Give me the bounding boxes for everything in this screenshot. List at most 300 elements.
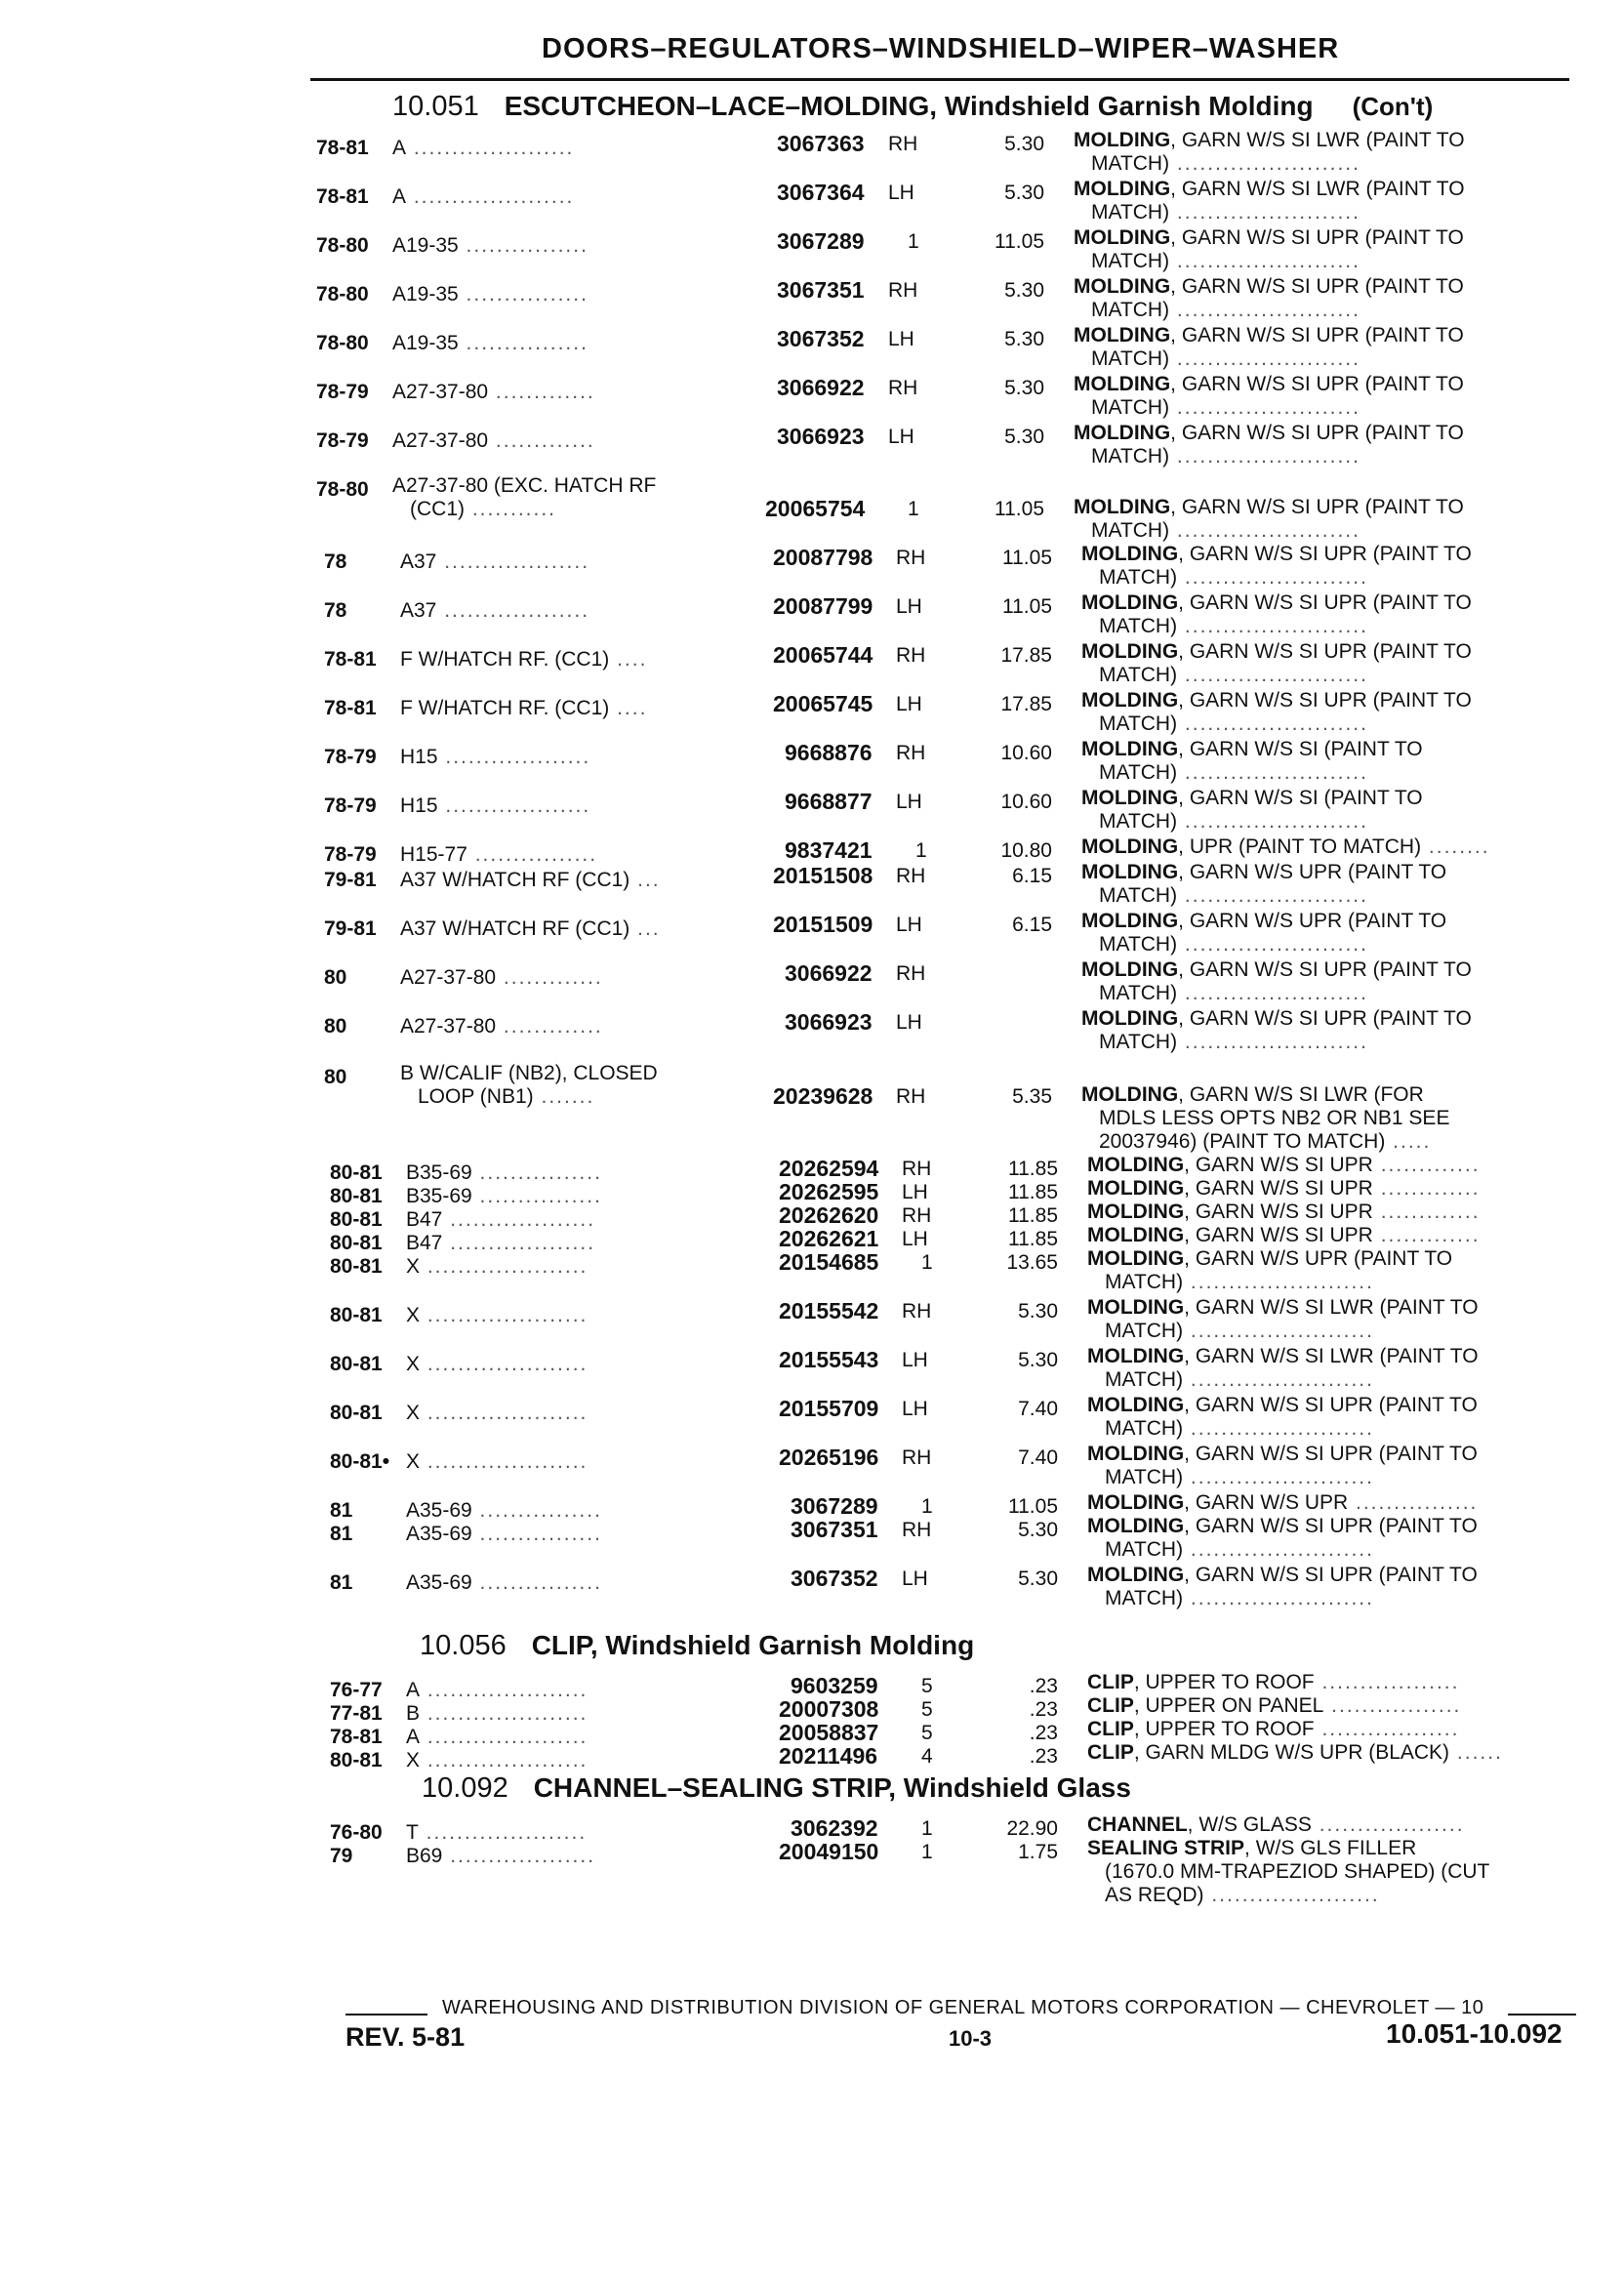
year-cell: 77-81: [330, 1702, 383, 1725]
model-text: A37: [400, 550, 437, 573]
description-cell: MOLDING, GARN W/S SI UPR (PAINT TO MATCH) ........................: [1081, 958, 1472, 1004]
quantity-cell: RH: [896, 742, 926, 764]
model-text: X: [406, 1353, 421, 1375]
description-cell: MOLDING, GARN W/S SI LWR (FOR MDLS LESS OPTS NB2 OR NB1 SEE 20037946) (PAINT TO MATCH) .....: [1081, 1083, 1450, 1153]
model-cell: A35-69 ................: [406, 1523, 602, 1545]
model-cell: [400, 1062, 658, 1109]
description-text: GARN W/S UPR: [1195, 1491, 1349, 1514]
part-name: MOLDING: [1074, 226, 1171, 249]
year-cell: 81: [330, 1499, 353, 1522]
part-number: 9603259: [791, 1673, 878, 1698]
description-text: GARN W/S SI LWR (FOR: [1189, 1083, 1424, 1106]
part-number: 20211496: [779, 1743, 878, 1769]
price-cell: .23: [1029, 1698, 1058, 1721]
part-number: 20262594: [779, 1156, 879, 1181]
year-cell: 80-81•: [330, 1450, 390, 1473]
quantity-cell: RH: [902, 1204, 932, 1227]
year-cell: 80: [324, 1015, 347, 1038]
part-number: 3067351: [777, 277, 865, 303]
description-text: GARN W/S SI UPR (PAINT TO: [1189, 958, 1472, 981]
footer-text: WAREHOUSING AND DISTRIBUTION DIVISION OF GENERAL MOTORS CORPORATION — CHEVROLET — 10: [442, 1997, 1484, 2018]
part-number: 20155543: [779, 1347, 879, 1372]
model-text: A19-35: [392, 283, 459, 305]
quantity-cell: 1: [921, 1495, 933, 1518]
quantity-cell: RH: [902, 1446, 932, 1469]
part-number: 3067363: [777, 131, 865, 156]
continued-label: (Con't): [1352, 92, 1434, 121]
description-text: GARN W/S SI UPR (PAINT TO: [1195, 1515, 1478, 1537]
model-cell: B47 ...................: [406, 1208, 596, 1231]
part-name: MOLDING: [1081, 861, 1179, 883]
quantity-cell: LH: [902, 1568, 928, 1590]
model-cell: A19-35 ................: [392, 283, 589, 305]
description-text-line2: MDLS LESS OPTS NB2 OR NB1 SEE: [1099, 1107, 1450, 1129]
model-text: A: [406, 1679, 421, 1701]
price-cell: 10.80: [1000, 839, 1052, 862]
quantity-cell: 1: [908, 498, 919, 520]
year-cell: 78-81: [330, 1726, 383, 1748]
quantity-cell: LH: [888, 182, 914, 204]
price-cell: 5.30: [1018, 1519, 1058, 1541]
quantity-cell: LH: [896, 595, 922, 618]
description-text-line2: MATCH): [1091, 250, 1170, 272]
part-number: 9668876: [785, 740, 873, 765]
part-number: 3067352: [777, 326, 865, 351]
description-cell: MOLDING, GARN W/S SI UPR (PAINT TO MATCH) ........................: [1081, 1007, 1472, 1053]
model-text: A27-37-80 (EXC. HATCH RF: [392, 474, 657, 497]
description-cell: MOLDING, GARN W/S SI UPR (PAINT TO MATCH) ........................: [1074, 422, 1464, 468]
part-number: 3066923: [777, 424, 865, 449]
year-cell: 78-79: [324, 746, 377, 768]
section-number: 10.051: [392, 91, 479, 122]
description-text: GARN W/S SI UPR: [1195, 1154, 1373, 1176]
year-cell: 80-81: [330, 1304, 383, 1326]
description-cell: MOLDING, GARN W/S SI UPR .............: [1087, 1154, 1481, 1176]
section-number: 10.092: [422, 1772, 508, 1804]
description-text-line2: MATCH): [1099, 1031, 1178, 1053]
description-cell: MOLDING, GARN W/S SI UPR (PAINT TO MATCH) ........................: [1074, 324, 1464, 370]
part-number: 20151508: [773, 863, 873, 888]
description-text: GARN W/S SI LWR (PAINT TO: [1195, 1345, 1479, 1367]
part-number: 3062392: [791, 1815, 878, 1841]
part-name: MOLDING: [1081, 1083, 1179, 1106]
description-text-line2: MATCH): [1099, 933, 1178, 956]
description-text: GARN W/S SI UPR: [1195, 1224, 1373, 1246]
description-cell: MOLDING, GARN W/S UPR (PAINT TO MATCH) ........................: [1087, 1247, 1453, 1293]
description-text-line2: MATCH): [1105, 1466, 1184, 1488]
quantity-cell: LH: [896, 914, 922, 936]
price-cell: 5.30: [1004, 328, 1044, 350]
description-text: GARN W/S SI UPR (PAINT TO: [1181, 496, 1464, 518]
year-cell: 79-81: [324, 917, 377, 940]
year-cell: 78-81: [324, 648, 377, 671]
quantity-cell: RH: [896, 644, 926, 667]
model-cell: F W/HATCH RF. (CC1) ....: [400, 697, 648, 719]
model-cell: A37 ...................: [400, 599, 590, 622]
description-text: GARN W/S SI LWR (PAINT TO: [1181, 129, 1465, 151]
price-cell: 5.30: [1004, 182, 1044, 204]
model-cell: X .....................: [406, 1353, 589, 1375]
description-text: GARN W/S SI LWR (PAINT TO: [1195, 1296, 1479, 1319]
part-name: CLIP: [1087, 1741, 1134, 1764]
description-text-line2: MATCH): [1099, 664, 1178, 686]
description-text: GARN MLDG W/S UPR (BLACK): [1145, 1741, 1450, 1764]
part-number: 20265196: [779, 1445, 879, 1470]
description-text: UPPER TO ROOF: [1145, 1718, 1315, 1740]
quantity-cell: LH: [896, 693, 922, 715]
quantity-cell: 1: [908, 230, 919, 253]
description-text-line2: MATCH): [1099, 712, 1178, 735]
quantity-cell: LH: [902, 1181, 928, 1203]
description-text: GARN W/S SI UPR (PAINT TO: [1189, 591, 1472, 614]
model-cell: A .....................: [392, 137, 575, 159]
model-text: A27-37-80: [392, 429, 489, 452]
model-text-line2: (CC1) ...........: [410, 498, 557, 520]
quantity-cell: 1: [921, 1817, 933, 1840]
price-cell: 5.30: [1004, 377, 1044, 399]
year-cell: 78-79: [316, 429, 369, 452]
price-cell: 5.30: [1018, 1568, 1058, 1590]
model-cell: A37 W/HATCH RF (CC1) ...: [400, 917, 661, 940]
model-text: B: [406, 1702, 421, 1725]
description-cell: MOLDING, GARN W/S SI LWR (PAINT TO MATCH) ........................: [1087, 1296, 1479, 1342]
part-name: MOLDING: [1074, 129, 1171, 151]
model-text: B W/CALIF (NB2), CLOSED: [400, 1062, 658, 1084]
description-cell: MOLDING, GARN W/S SI (PAINT TO MATCH) ........................: [1081, 787, 1423, 833]
part-number: 20239628: [773, 1083, 873, 1109]
year-cell: 78: [324, 599, 347, 622]
part-name: CLIP: [1087, 1671, 1134, 1693]
price-cell: 11.85: [1008, 1158, 1058, 1180]
price-cell: 5.30: [1004, 426, 1044, 448]
section-heading: [422, 1772, 1131, 1805]
model-cell: A37 W/HATCH RF (CC1) ...: [400, 869, 661, 891]
price-cell: 5.30: [1004, 133, 1044, 155]
year-cell: 78-81: [316, 185, 369, 208]
description-text-line2: MATCH): [1091, 152, 1170, 175]
quantity-cell: RH: [896, 547, 926, 569]
description-cell: MOLDING, GARN W/S SI UPR (PAINT TO MATCH) ........................: [1087, 1515, 1478, 1561]
year-cell: 78: [324, 550, 347, 573]
model-cell: A .....................: [406, 1726, 589, 1748]
model-cell: H15 ...................: [400, 746, 591, 768]
quantity-cell: 5: [921, 1722, 933, 1744]
description-text-line2: (1670.0 MM-TRAPEZIOD SHAPED) (CUT: [1105, 1860, 1490, 1883]
model-cell: A27-37-80 .............: [400, 1015, 603, 1038]
quantity-cell: RH: [888, 377, 918, 399]
year-cell: 78-81: [316, 137, 369, 159]
price-cell: .23: [1029, 1745, 1058, 1768]
quantity-cell: RH: [902, 1300, 932, 1323]
description-cell: MOLDING, GARN W/S SI LWR (PAINT TO MATCH) ........................: [1087, 1345, 1479, 1391]
year-cell: 80: [324, 1066, 347, 1088]
model-cell: A27-37-80 .............: [392, 381, 595, 403]
quantity-cell: RH: [896, 962, 926, 985]
description-text: GARN W/S SI UPR (PAINT TO: [1195, 1394, 1478, 1416]
part-number: 20065745: [773, 691, 873, 716]
part-name: MOLDING: [1087, 1177, 1185, 1200]
price-cell: 11.85: [1008, 1204, 1058, 1227]
price-cell: 11.85: [1008, 1228, 1058, 1250]
part-name: MOLDING: [1081, 958, 1179, 981]
part-name: MOLDING: [1087, 1515, 1185, 1537]
price-cell: 11.05: [1002, 595, 1052, 618]
year-cell: 80-81: [330, 1185, 383, 1207]
model-cell: F W/HATCH RF. (CC1) ....: [400, 648, 648, 671]
year-cell: 79: [330, 1845, 353, 1867]
year-cell: 80-81: [330, 1353, 383, 1375]
description-cell: MOLDING, GARN W/S SI UPR (PAINT TO MATCH) ........................: [1087, 1564, 1478, 1609]
description-cell: MOLDING, GARN W/S SI UPR (PAINT TO MATCH) ........................: [1074, 226, 1464, 272]
model-cell: A .....................: [406, 1679, 589, 1701]
year-cell: 80-81: [330, 1255, 383, 1278]
model-cell: A35-69 ................: [406, 1571, 602, 1594]
description-text-line2: MATCH): [1099, 566, 1178, 589]
quantity-cell: LH: [902, 1398, 928, 1420]
description-text-line2: MATCH): [1105, 1271, 1184, 1293]
year-cell: 78-79: [324, 843, 377, 866]
year-cell: 78-80: [316, 478, 369, 501]
description-cell: MOLDING, GARN W/S UPR (PAINT TO MATCH) ........................: [1081, 861, 1447, 907]
year-cell: 76-77: [330, 1679, 383, 1701]
model-cell: A37 ...................: [400, 550, 590, 573]
year-cell: 78-80: [316, 283, 369, 305]
description-text-line2: MATCH): [1105, 1587, 1184, 1609]
year-cell: 78-81: [324, 697, 377, 719]
price-cell: .23: [1029, 1675, 1058, 1697]
price-cell: 5.35: [1012, 1085, 1052, 1108]
model-text: A35-69: [406, 1499, 472, 1522]
revision-label: REV. 5-81: [345, 2022, 466, 2052]
model-cell: B35-69 ................: [406, 1185, 602, 1207]
year-cell: 80-81: [330, 1161, 383, 1184]
header-rule: [310, 78, 1569, 81]
model-cell: A19-35 ................: [392, 332, 589, 354]
part-name: MOLDING: [1087, 1224, 1185, 1246]
description-text: GARN W/S UPR (PAINT TO: [1195, 1247, 1453, 1270]
description-cell: MOLDING, GARN W/S UPR ................: [1087, 1491, 1479, 1514]
year-cell: 78-80: [316, 332, 369, 354]
description-text-line2: MATCH): [1099, 982, 1178, 1004]
model-cell: X .....................: [406, 1304, 589, 1326]
part-name: CHANNEL: [1087, 1813, 1188, 1836]
section-name: CHANNEL–SEALING STRIP, Windshield Glass: [533, 1772, 1131, 1803]
model-text: T: [406, 1821, 419, 1844]
part-number: 20049150: [779, 1839, 879, 1864]
description-text: GARN W/S SI UPR (PAINT TO: [1195, 1443, 1478, 1465]
part-name: MOLDING: [1081, 910, 1179, 932]
year-cell: 80-81: [330, 1232, 383, 1254]
model-text: A: [392, 185, 407, 208]
model-text: A19-35: [392, 234, 459, 257]
description-cell: MOLDING, GARN W/S SI UPR (PAINT TO MATCH) ........................: [1074, 373, 1464, 419]
description-text-line2: MATCH): [1091, 201, 1170, 224]
model-cell: B .....................: [406, 1702, 589, 1725]
part-number: 20262620: [779, 1202, 879, 1228]
part-name: MOLDING: [1074, 178, 1171, 200]
model-text: B35-69: [406, 1161, 472, 1184]
part-number: 3066923: [785, 1009, 873, 1035]
part-name: MOLDING: [1087, 1564, 1185, 1586]
description-text: UPPER ON PANEL: [1145, 1694, 1324, 1717]
model-text: H15-77: [400, 843, 467, 866]
part-name: MOLDING: [1087, 1296, 1185, 1319]
model-cell: X .....................: [406, 1749, 589, 1771]
part-name: CLIP: [1087, 1718, 1134, 1740]
price-cell: 5.30: [1018, 1349, 1058, 1371]
part-number: 9837421: [785, 837, 873, 863]
year-cell: 79-81: [324, 869, 377, 891]
description-cell: MOLDING, GARN W/S SI UPR (PAINT TO MATCH) ........................: [1081, 689, 1472, 735]
description-text-line2: MATCH): [1091, 299, 1170, 321]
model-text: B47: [406, 1232, 443, 1254]
part-number: 3067289: [791, 1493, 878, 1519]
description-text: GARN W/S SI UPR (PAINT TO: [1181, 422, 1464, 444]
part-number: 20262595: [779, 1179, 879, 1204]
quantity-cell: 1: [915, 839, 927, 862]
price-cell: 10.60: [1000, 742, 1052, 764]
page-number: 10-3: [949, 2026, 993, 2051]
description-cell: CLIP, UPPER TO ROOF ..................: [1087, 1718, 1460, 1740]
model-text-line2: LOOP (NB1) .......: [418, 1085, 595, 1108]
description-cell: MOLDING, GARN W/S SI LWR (PAINT TO MATCH) ........................: [1074, 129, 1465, 175]
price-cell: 13.65: [1006, 1251, 1058, 1274]
model-text: A27-37-80: [392, 381, 489, 403]
part-number: 20155542: [779, 1298, 879, 1323]
model-cell: X .....................: [406, 1255, 589, 1278]
model-cell: B69 ...................: [406, 1845, 596, 1867]
part-number: 3067289: [777, 228, 865, 254]
description-text: GARN W/S SI (PAINT TO: [1189, 787, 1423, 809]
price-cell: 6.15: [1012, 914, 1052, 936]
quantity-cell: LH: [888, 328, 914, 350]
description-cell: MOLDING, GARN W/S SI UPR (PAINT TO MATCH) ........................: [1074, 275, 1464, 321]
description-text-line2: MATCH): [1091, 396, 1170, 419]
part-name: MOLDING: [1081, 835, 1179, 858]
description-cell: CLIP, GARN MLDG W/S UPR (BLACK) ......: [1087, 1741, 1503, 1764]
description-cell: MOLDING, GARN W/S SI UPR (PAINT TO MATCH) ........................: [1087, 1394, 1478, 1440]
quantity-cell: LH: [888, 426, 914, 448]
part-number: 3067352: [791, 1566, 878, 1591]
part-name: MOLDING: [1074, 373, 1171, 395]
quantity-cell: LH: [896, 791, 922, 813]
section-number: 10.056: [420, 1630, 507, 1661]
description-text: UPR (PAINT TO MATCH): [1189, 835, 1422, 858]
description-cell: MOLDING, GARN W/S SI UPR (PAINT TO MATCH) ........................: [1081, 543, 1472, 589]
section-name: CLIP, Windshield Garnish Molding: [531, 1630, 975, 1660]
quantity-cell: RH: [888, 279, 918, 302]
model-text: X: [406, 1450, 421, 1473]
page-header-title: DOORS–REGULATORS–WINDSHIELD–WIPER–WASHER: [542, 33, 1340, 64]
model-text: A27-37-80: [400, 966, 497, 989]
part-name: MOLDING: [1074, 422, 1171, 444]
description-text: GARN W/S UPR (PAINT TO: [1189, 861, 1447, 883]
part-name: MOLDING: [1087, 1394, 1185, 1416]
description-text-line2: MATCH): [1099, 884, 1178, 907]
year-cell: 78-79: [316, 381, 369, 403]
description-text: UPPER TO ROOF: [1145, 1671, 1315, 1693]
price-cell: 11.05: [1002, 547, 1052, 569]
model-text: A19-35: [392, 332, 459, 354]
description-text-line2: MATCH): [1099, 810, 1178, 833]
section-name: ESCUTCHEON–LACE–MOLDING, Windshield Garnish Molding: [504, 91, 1314, 121]
description-cell: MOLDING, GARN W/S SI LWR (PAINT TO MATCH) ........................: [1074, 178, 1465, 224]
model-text: B69: [406, 1845, 443, 1867]
description-cell: MOLDING, GARN W/S SI UPR (PAINT TO MATCH) ........................: [1087, 1443, 1478, 1488]
description-cell: MOLDING, GARN W/S SI UPR .............: [1087, 1224, 1481, 1246]
quantity-cell: 5: [921, 1698, 933, 1721]
part-name: MOLDING: [1081, 640, 1179, 663]
part-number: 20087799: [773, 593, 873, 619]
part-name: MOLDING: [1081, 543, 1179, 565]
model-cell: T .....................: [406, 1821, 588, 1844]
description-text-line3: AS REQD): [1105, 1884, 1204, 1906]
part-name: MOLDING: [1074, 275, 1171, 298]
year-cell: 78-79: [324, 794, 377, 817]
description-text-line2: MATCH): [1091, 445, 1170, 468]
part-number: 20007308: [779, 1696, 879, 1722]
year-cell: 78-80: [316, 234, 369, 257]
description-cell: MOLDING, GARN W/S SI (PAINT TO MATCH) ........................: [1081, 738, 1423, 784]
description-text: GARN W/S SI (PAINT TO: [1189, 738, 1423, 760]
model-text: A27-37-80: [400, 1015, 497, 1038]
model-text: F W/HATCH RF. (CC1): [400, 697, 610, 719]
part-number: 20155709: [779, 1396, 879, 1421]
model-cell: B35-69 ................: [406, 1161, 602, 1184]
part-name: MOLDING: [1087, 1201, 1185, 1223]
year-cell: 81: [330, 1523, 353, 1545]
model-text: A37: [400, 599, 437, 622]
price-cell: 11.05: [995, 498, 1044, 520]
part-name: CLIP: [1087, 1694, 1134, 1717]
quantity-cell: 1: [921, 1251, 933, 1274]
part-number: 3067364: [777, 180, 865, 205]
part-name: MOLDING: [1081, 591, 1179, 614]
model-text: A: [406, 1726, 421, 1748]
part-name: MOLDING: [1081, 787, 1179, 809]
description-cell: MOLDING, GARN W/S SI UPR (PAINT TO MATCH) ........................: [1074, 496, 1464, 542]
model-text: A35-69: [406, 1571, 472, 1594]
part-name: SEALING STRIP: [1087, 1837, 1245, 1859]
description-text-line2: MATCH): [1105, 1538, 1184, 1561]
model-cell: A35-69 ................: [406, 1499, 602, 1522]
price-cell: 11.05: [995, 230, 1044, 253]
description-text: GARN W/S SI UPR (PAINT TO: [1195, 1564, 1478, 1586]
model-cell: X .....................: [406, 1450, 589, 1473]
quantity-cell: RH: [896, 865, 926, 887]
price-cell: 5.30: [1018, 1300, 1058, 1323]
part-name: MOLDING: [1087, 1154, 1185, 1176]
model-cell: A19-35 ................: [392, 234, 589, 257]
year-cell: 80-81: [330, 1749, 383, 1771]
description-text: GARN W/S SI UPR (PAINT TO: [1189, 543, 1472, 565]
quantity-cell: RH: [896, 1085, 926, 1108]
description-cell: MOLDING, GARN W/S UPR (PAINT TO MATCH) ........................: [1081, 910, 1447, 956]
price-cell: 17.85: [1000, 644, 1052, 667]
part-number: 20058837: [779, 1720, 879, 1745]
description-cell: MOLDING, GARN W/S SI UPR .............: [1087, 1201, 1481, 1223]
model-text: F W/HATCH RF. (CC1): [400, 648, 610, 671]
description-text: GARN W/S SI LWR (PAINT TO: [1181, 178, 1465, 200]
quantity-cell: 1: [921, 1841, 933, 1863]
part-number: 20154685: [779, 1249, 879, 1275]
year-cell: 80-81: [330, 1402, 383, 1424]
description-cell: MOLDING, GARN W/S SI UPR (PAINT TO MATCH) ........................: [1081, 640, 1472, 686]
quantity-cell: LH: [902, 1349, 928, 1371]
part-name: MOLDING: [1081, 738, 1179, 760]
description-text: W/S GLASS: [1198, 1813, 1312, 1836]
part-name: MOLDING: [1087, 1247, 1185, 1270]
